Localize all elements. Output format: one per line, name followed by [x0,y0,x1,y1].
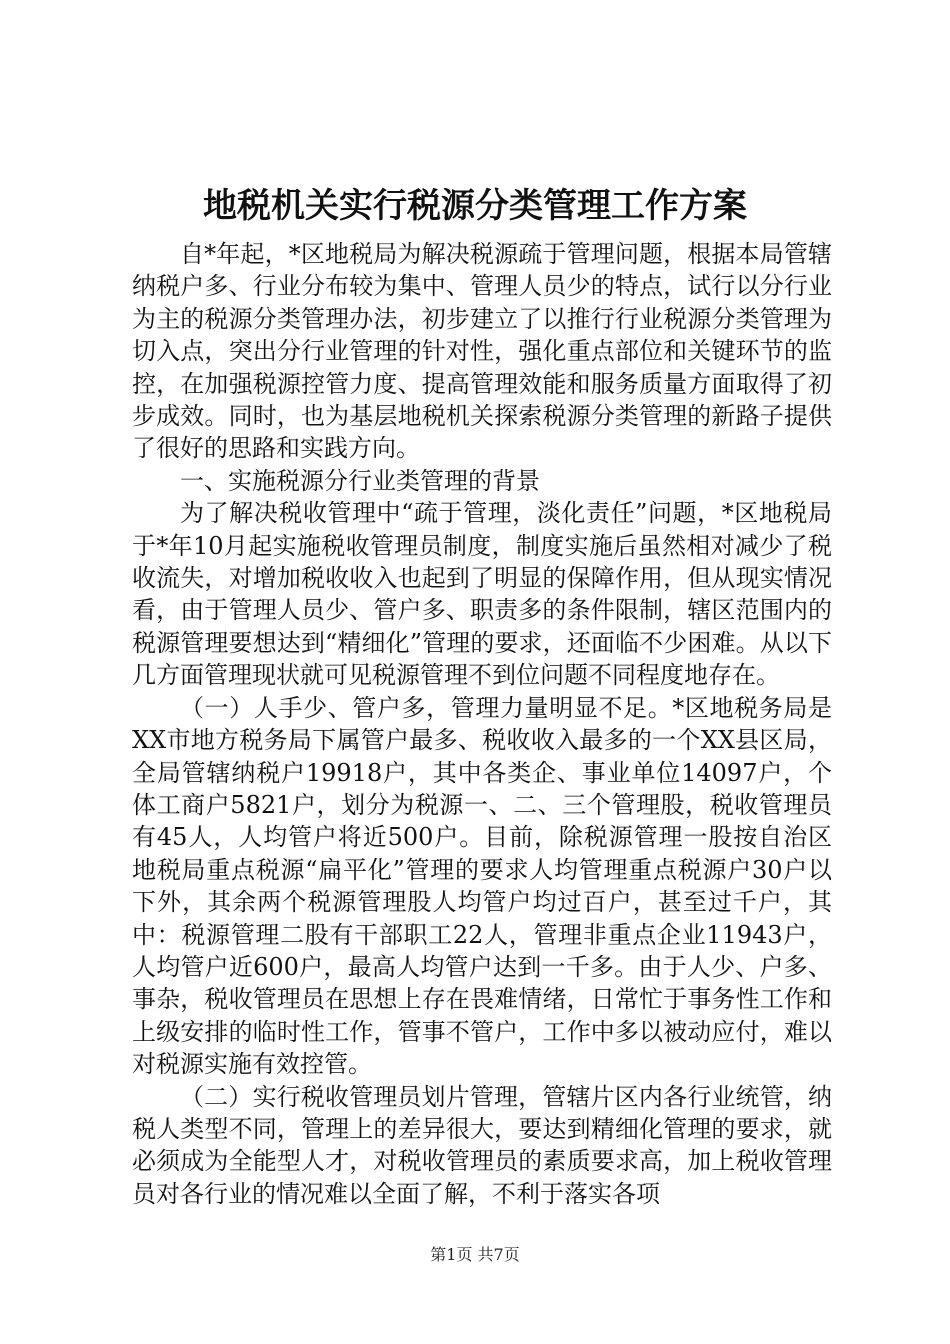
document-body [132,238,832,1210]
paragraph-point-one: （一）人手少、管户多，管理力量明显不足。*区地税务局是XX市地方税务局下属管户最多、税收收入最多的一个XX县区局，全局管辖纳税户19918户，其中各类企、事业单位14097户，个体工商户5821户，划分为税源一、二、三个管理股，税收管理员有45人，人均管户将近500户。目前，除税源管理一股按自治区地税局重点税源“扁平化”管理的要求人均管理重点税源户30户以下外，其余两个税源管理股人均管户均过百户，甚至过千户，其中：税源管理二股有干部职工22人，管理非重点企业11943户，人均管户近600户，最高人均管户达到一千多。由于人少、户多、事杂，税收管理员在思想上存在畏难情绪，日常忙于事务性工作和上级安排的临时性工作，管事不管户，工作中多以被动应付，难以对税源实施有效控管。 [132,693,832,1079]
section-heading-background: 一、实施税源分行业类管理的背景 [180,466,540,495]
document-title: 地税机关实行税源分类管理工作方案 [203,186,747,226]
paragraph-point-two: （二）实行税收管理员划片管理，管辖片区内各行业统管，纳税人类型不同，管理上的差异很大，要达到精细化管理的要求，就必须成为全能型人才，对税收管理员的素质要求高，加上税收管理员对各行业的情况难以全面了解，不利于落实各项 [132,1082,832,1208]
paragraph-background: 为了解决税收管理中“疏于管理，淡化责任”问题，*区地税局于*年10月起实施税收管理员制度，制度实施后虽然相对减少了税收流失，对增加税收收入也起到了明显的保障作用，但从现实情况看，由于管理人员少、管户多、职责多的条件限制，辖区范围内的税源管理要想达到“精细化”管理的要求，还面临不少困难。从以下几方面管理现状就可见税源管理不到位问题不同程度地存在。 [132,499,832,690]
paragraph-intro: 自*年起，*区地税局为解决税源疏于管理问题，根据本局管辖纳税户多、行业分布较为集中、管理人员少的特点，试行以分行业为主的税源分类管理办法，初步建立了以推行行业税源分类管理为切入点，突出分行业管理的针对性，强化重点部位和关键环节的监控，在加强税源控管力度、提高管理效能和服务质量方面取得了初步成效。同时，也为基层地税机关探索税源分类管理的新路子提供了很好的思路和实践方向。 [132,240,832,463]
page-footer: 第1页 共7页 [430,1245,520,1264]
